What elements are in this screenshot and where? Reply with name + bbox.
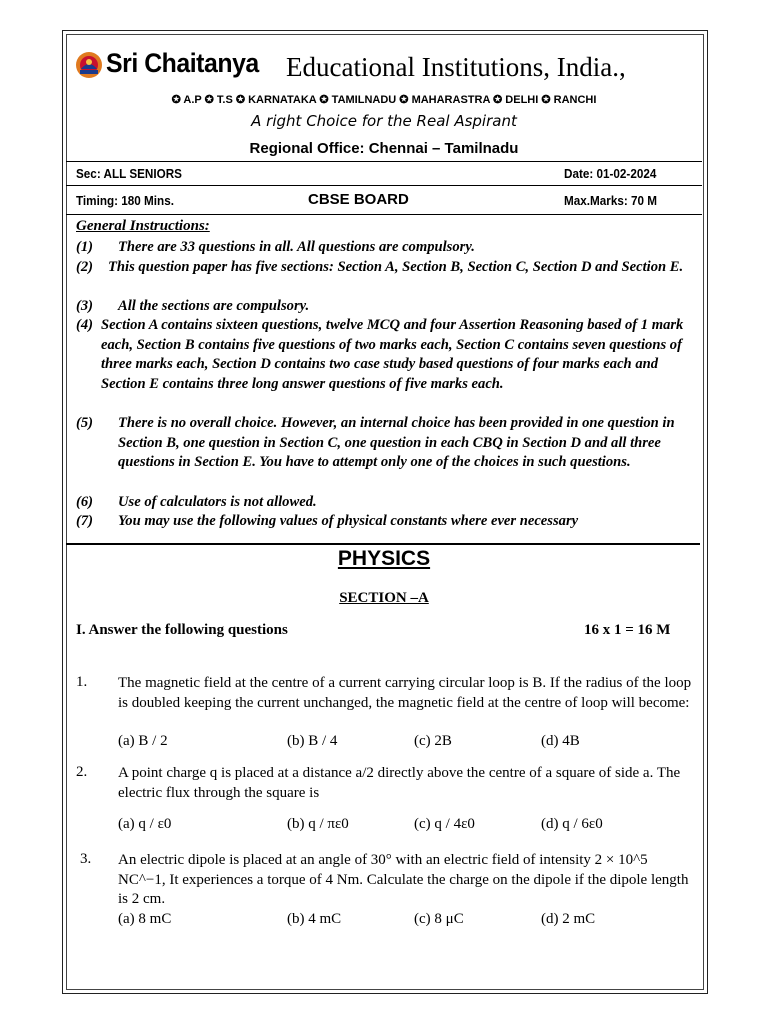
brand-name: Sri Chaitanya bbox=[106, 48, 259, 78]
option-b: (b) 4 mC bbox=[287, 911, 342, 927]
option-c: (c) 2B bbox=[414, 733, 452, 749]
section-title: SECTION –A bbox=[339, 590, 429, 606]
subject-title: PHYSICS bbox=[337, 547, 431, 570]
option-d: (d) 2 mC bbox=[541, 911, 596, 927]
option-c: (c) q / 4ε0 bbox=[414, 816, 475, 832]
instruction-number: (2) bbox=[76, 259, 94, 275]
instruction-number: (7) bbox=[76, 513, 94, 529]
instruction-text: All the sections are compulsory. bbox=[118, 298, 310, 314]
section-marks: 16 x 1 = 16 M bbox=[584, 622, 671, 638]
exam-date: Date: 01-02-2024 bbox=[564, 166, 657, 181]
instruction-number: (3) bbox=[76, 298, 94, 314]
instructions-heading: General Instructions: bbox=[76, 218, 210, 234]
divider-subject bbox=[66, 543, 700, 545]
answer-instruction: I. Answer the following questions bbox=[76, 622, 288, 638]
divider-top bbox=[66, 161, 702, 162]
instruction-text: There are 33 questions in all. All questions are compulsory. bbox=[118, 239, 475, 255]
institution-header bbox=[74, 46, 694, 86]
brand-subtitle: Educational Institutions, India., bbox=[286, 52, 626, 82]
divider-meta bbox=[66, 185, 702, 186]
option-a: (a) 8 mC bbox=[118, 911, 172, 927]
instruction-number: (6) bbox=[76, 494, 94, 510]
tagline: A right Choice for the Real Aspirant bbox=[251, 112, 517, 130]
question-number: 1. bbox=[76, 674, 88, 690]
option-a: (a) q / ε0 bbox=[118, 816, 172, 832]
institution-logo-icon bbox=[74, 50, 104, 80]
regional-office: Regional Office: Chennai – Tamilnadu bbox=[249, 140, 519, 157]
instruction-text: Use of calculators is not allowed. bbox=[118, 494, 317, 510]
instruction-number: (5) bbox=[76, 415, 94, 431]
question-text: An electric dipole is placed at an angle of 30° with an electric field of intensity 2 × 10^5 NC^−1, It experiences a torque of 4 Nm. Calculate the charge on the dipole if the dipole length is 2 cm. bbox=[118, 852, 689, 907]
option-b: (b) q / πε0 bbox=[287, 816, 349, 832]
max-marks: Max.Marks: 70 M bbox=[564, 193, 657, 208]
option-d: (d) q / 6ε0 bbox=[541, 816, 603, 832]
option-c: (c) 8 μC bbox=[414, 911, 464, 927]
option-d: (d) 4B bbox=[541, 733, 580, 749]
question-number: 3. bbox=[80, 851, 92, 867]
instruction-number: (4) bbox=[76, 317, 94, 333]
states-list: ✪ A.P ✪ T.S ✪ KARNATAKA ✪ TAMILNADU ✪ MAHARASTRA ✪ DELHI ✪ RANCHI bbox=[171, 94, 597, 106]
exam-timing: Timing: 180 Mins. bbox=[76, 193, 174, 208]
divider-instructions bbox=[66, 214, 702, 215]
instruction-text: There is no overall choice. However, an internal choice has been provided in one question in Section B, one question in Section C, one question in each CBQ in Section D and all three questions in Section E. You have to attempt only one of the choices in such questions. bbox=[118, 415, 675, 471]
board-label: CBSE BOARD bbox=[308, 191, 409, 208]
instruction-text: Section A contains sixteen questions, twelve MCQ and four Assertion Reasoning based of 1 mark each, Section B contains five questions of two marks each, Section C contains seven questions of three marks each, Section D contains two case study based questions of four marks each and Section E contains three long answer questions of five marks each. bbox=[101, 317, 684, 392]
instruction-text: You may use the following values of physical constants where ever necessary bbox=[118, 513, 579, 529]
question-number: 2. bbox=[76, 764, 88, 780]
instruction-text: This question paper has five sections: Section A, Section B, Section C, Section D and Section E. bbox=[108, 259, 684, 275]
question-text: A point charge q is placed at a distance a/2 directly above the centre of a square of side a. The electric flux through the square is bbox=[118, 765, 681, 801]
question-text: The magnetic field at the centre of a current carrying circular loop is B. If the radius of the loop is doubled keeping the current unchanged, the magnetic field at the centre of loop will become: bbox=[118, 675, 692, 711]
option-b: (b) B / 4 bbox=[287, 733, 338, 749]
option-a: (a) B / 2 bbox=[118, 733, 168, 749]
instruction-number: (1) bbox=[76, 239, 94, 255]
section-label: Sec: ALL SENIORS bbox=[76, 166, 182, 181]
